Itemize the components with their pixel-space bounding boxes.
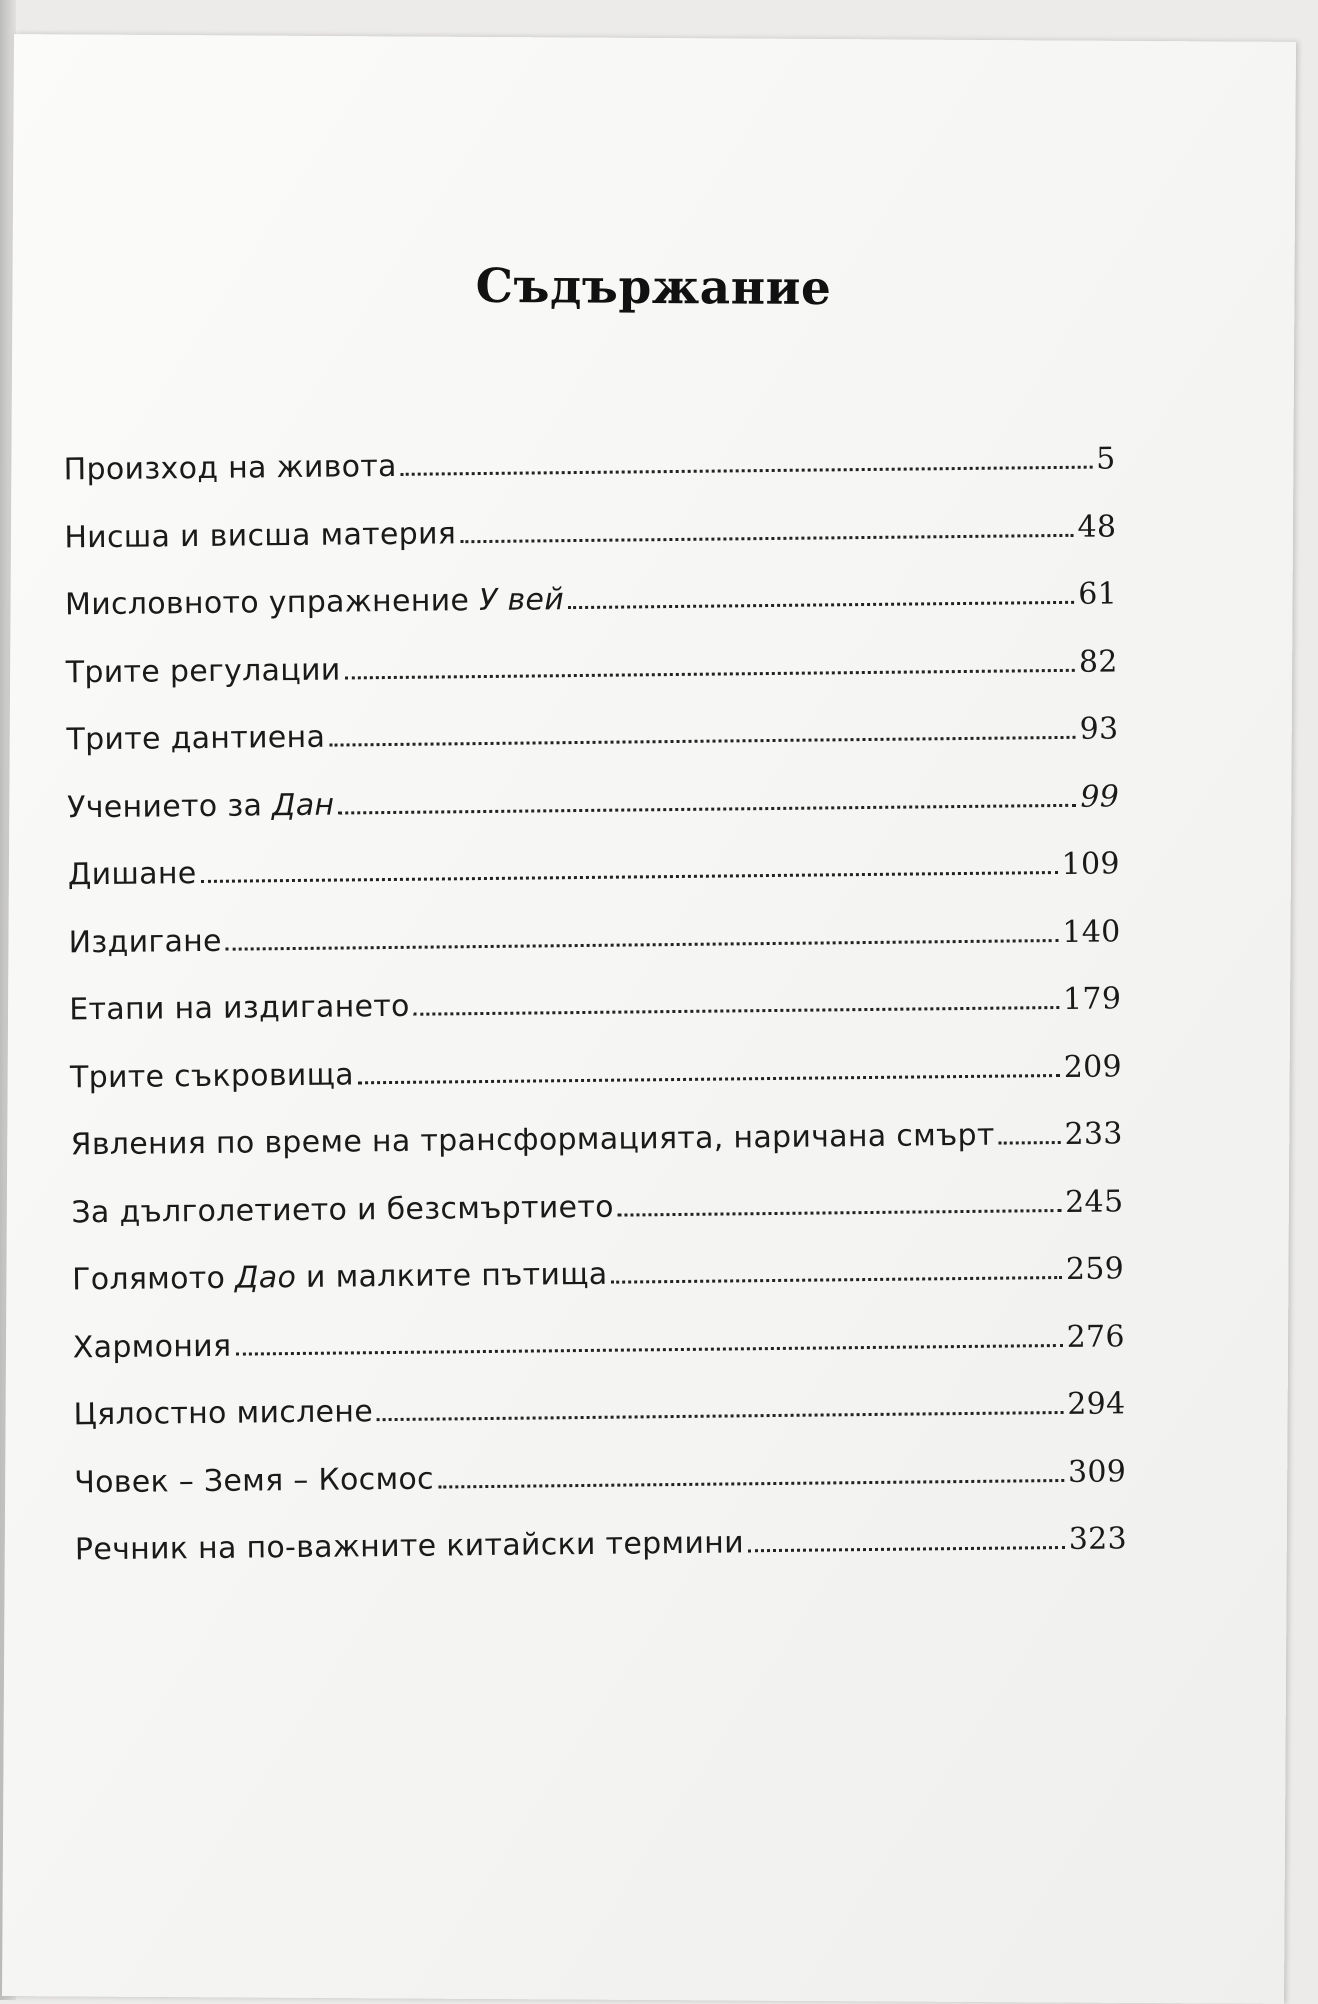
toc-entry-title-text: Цялостно мислене xyxy=(73,1394,374,1433)
dot-leader xyxy=(235,1343,1062,1355)
toc-entry-title xyxy=(68,856,197,892)
toc-entry-title-text: Етапи на издигането xyxy=(69,988,410,1028)
dot-leader xyxy=(338,803,1076,814)
toc-page-number: 259 xyxy=(1065,1251,1125,1287)
dot-leader xyxy=(345,668,1075,679)
toc-entry-title-text: Трите съкровища xyxy=(69,1056,355,1095)
toc-page-number: 245 xyxy=(1065,1183,1124,1220)
toc-entry xyxy=(63,441,1116,520)
toc-entry xyxy=(73,1386,1126,1465)
toc-page-number: 209 xyxy=(1063,1048,1123,1085)
toc-entry-title xyxy=(65,582,564,622)
toc-entry-title xyxy=(69,989,410,1028)
toc-page-number: 82 xyxy=(1078,643,1118,680)
dot-leader xyxy=(226,939,1059,951)
dot-leader xyxy=(377,1411,1063,1421)
toc-entry-title-text: За дълголетието и безсмъртието xyxy=(71,1189,614,1230)
toc-entry-title-text: Явления по време на трансформацията, наричана смърт xyxy=(70,1117,995,1163)
toc-page-number: 276 xyxy=(1066,1318,1125,1355)
dot-leader xyxy=(612,1276,1062,1284)
dot-leader xyxy=(438,1478,1064,1488)
toc-entry xyxy=(69,981,1122,1060)
toc-entry xyxy=(74,1454,1127,1533)
toc-entry xyxy=(65,576,1118,655)
toc-page-number: 61 xyxy=(1078,576,1118,612)
toc-entry-title xyxy=(66,652,341,690)
dot-leader xyxy=(401,466,1092,476)
toc-entry-title-text: Нисша и висша материя xyxy=(64,515,457,555)
toc-entry xyxy=(66,711,1119,790)
toc-entry-title-text: Учението за xyxy=(66,787,273,825)
toc-entry-title xyxy=(74,1461,434,1500)
toc-entry-title xyxy=(75,1525,744,1567)
toc-entry xyxy=(66,644,1119,723)
toc-entry-title-text: Издигане xyxy=(68,923,223,960)
toc-page-number: 109 xyxy=(1061,846,1121,882)
toc-page-number: 309 xyxy=(1067,1453,1127,1490)
dot-leader xyxy=(414,1006,1059,1016)
toc-entry xyxy=(68,914,1121,993)
toc-entry xyxy=(70,1049,1123,1128)
toc-entry-title-text: Речник на по-важните китайски термини xyxy=(74,1525,745,1568)
table-of-contents xyxy=(63,441,1127,1599)
toc-entry-title xyxy=(66,720,325,758)
dot-leader xyxy=(618,1208,1061,1216)
toc-page-number: 48 xyxy=(1077,508,1117,545)
toc-page-number: 323 xyxy=(1068,1521,1128,1557)
dot-leader xyxy=(358,1073,1060,1083)
toc-entry-title-text: Произход на живота xyxy=(63,448,397,488)
toc-entry-title-text: Дишане xyxy=(67,856,197,893)
toc-entry-title-text: Хармония xyxy=(72,1328,232,1365)
toc-page-number: 5 xyxy=(1096,441,1116,477)
page-title: Съдържание xyxy=(475,258,832,317)
toc-page-number: 179 xyxy=(1062,981,1122,1017)
toc-entry xyxy=(71,1116,1124,1195)
toc-page-number: 93 xyxy=(1079,711,1119,747)
book-page xyxy=(2,34,1296,2004)
dot-leader xyxy=(329,736,1076,747)
toc-entry-title xyxy=(73,1394,373,1432)
toc-page-number: 140 xyxy=(1062,913,1121,950)
toc-entry-title-italic: У вей xyxy=(478,582,565,619)
toc-entry xyxy=(73,1319,1126,1398)
toc-entry xyxy=(72,1251,1125,1330)
dot-leader xyxy=(568,601,1074,609)
toc-entry-title xyxy=(73,1328,232,1365)
toc-entry-title xyxy=(63,449,397,487)
toc-entry xyxy=(71,1184,1124,1263)
toc-entry-title-text: Мисловното упражнение xyxy=(64,583,480,623)
dot-leader xyxy=(999,1141,1061,1145)
toc-entry-title-text: Трите регулации xyxy=(65,652,341,690)
toc-entry xyxy=(75,1521,1128,1600)
toc-entry-title xyxy=(64,516,456,555)
toc-entry-title xyxy=(67,787,335,825)
toc-entry-title-text: Голямото xyxy=(71,1260,236,1298)
toc-entry xyxy=(67,779,1120,858)
toc-entry xyxy=(68,846,1121,925)
toc-page-number: 233 xyxy=(1064,1116,1123,1152)
dot-leader xyxy=(748,1546,1065,1552)
toc-entry-title xyxy=(68,923,222,960)
dot-leader xyxy=(201,871,1058,883)
toc-entry-title-text: и малките пътища xyxy=(295,1256,608,1296)
toc-entry-title xyxy=(71,1189,614,1230)
toc-entry-title-italic: Дан xyxy=(271,787,335,823)
dot-leader xyxy=(460,533,1073,542)
toc-entry xyxy=(64,509,1117,588)
toc-entry-title-text: Човек – Земя – Космос xyxy=(74,1461,435,1500)
toc-entry-title-italic: Дао xyxy=(234,1260,297,1296)
toc-page-number: 294 xyxy=(1067,1386,1126,1422)
toc-entry-title xyxy=(70,1057,354,1095)
toc-page-number: 99 xyxy=(1080,778,1120,815)
toc-entry-title-text: Трите дантиена xyxy=(66,719,326,758)
toc-entry-title xyxy=(72,1257,608,1298)
